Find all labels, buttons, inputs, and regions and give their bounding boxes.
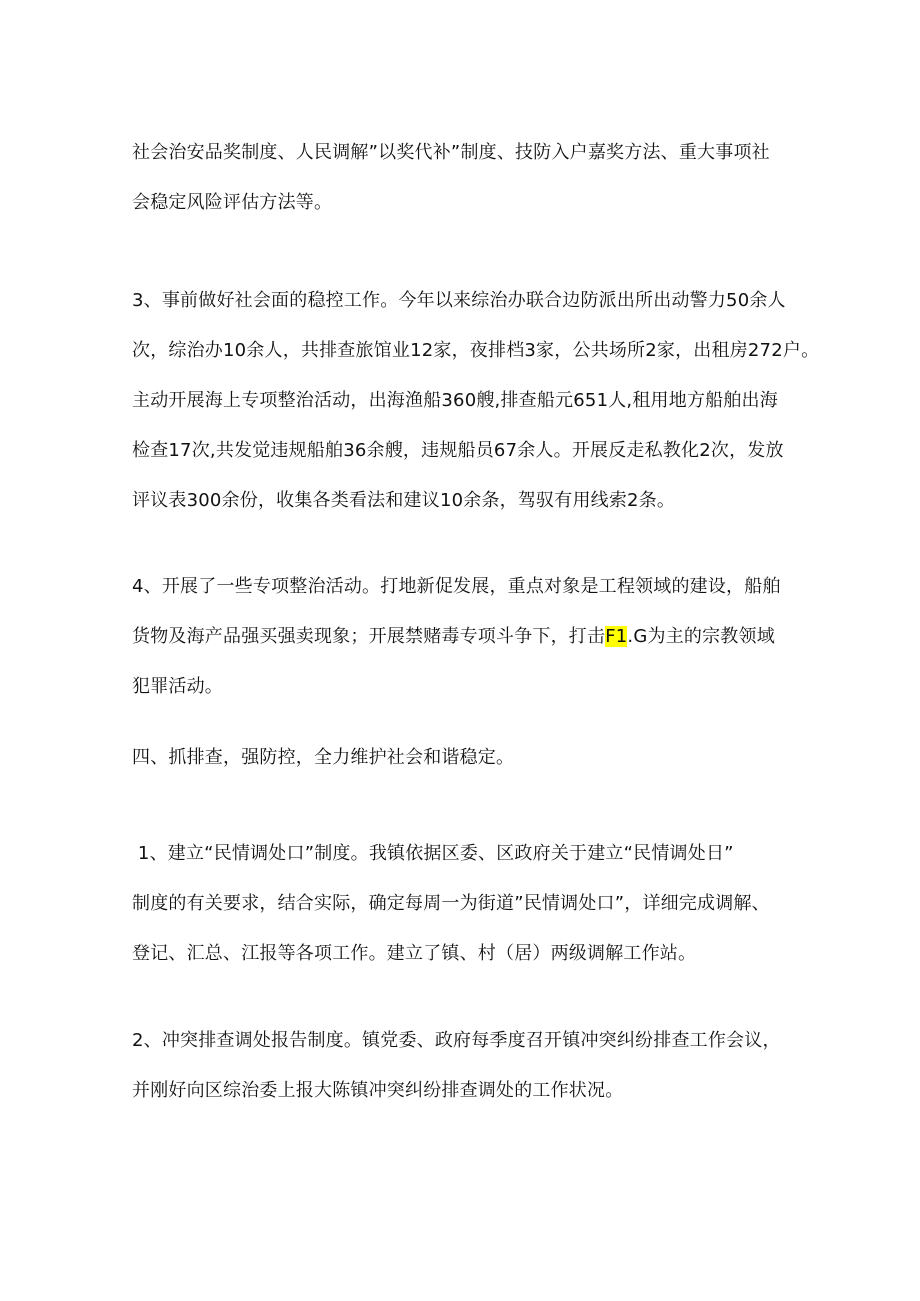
text-line-with-highlight: [132, 612, 804, 662]
text-line: 2、冲突排查调处报告制度。镇党委、政府每季度召开镇冲突纠纷排查工作会议，: [132, 1030, 781, 1051]
text-segment: 货物及海产品强买强卖现象；开展禁赌毒专项斗争下，打击: [132, 626, 606, 647]
section-heading-four: [132, 733, 804, 783]
text-line: 3、事前做好社会面的稳控工作。今年以来综治办联合边防派出所出动警力50余人: [132, 290, 786, 311]
text-segment: 为主的宗教领域: [647, 626, 775, 647]
highlighted-text: F1: [605, 626, 628, 647]
paragraph-conflict-reporting: [132, 1016, 804, 1116]
text-line: 四、抓排查，强防控，全力维护社会和谐稳定。: [132, 747, 515, 768]
paragraph-mediation-day: [132, 829, 804, 979]
text-line: 1、建立“民情调处口”制度。我镇依据区委、区政府关于建立“民情调处日”: [132, 843, 734, 864]
text-line: 并刚好向区综治委上报大陈镇冲突纠纷排查调处的工作状况。: [132, 1080, 624, 1101]
text-line: 次，综治办10余人，共排查旅馆业12家，夜排档3家，公共场所2家，出租房272户。: [132, 340, 820, 361]
text-segment: .G: [627, 626, 648, 647]
text-line: 4、开展了一些专项整治活动。打地新促发展，重点对象是工程领域的建设，船舶: [132, 576, 781, 597]
text-line: 登记、汇总、江报等各项工作。建立了镇、村（居）两级调解工作站。: [132, 943, 697, 964]
paragraph-special-rectification: [132, 562, 804, 712]
text-line: 会稳定风险评估方法等。: [132, 192, 333, 213]
text-line: 检查17次,共发觉违规船舶36余艘，违规船员67余人。开展反走私教化2次，发放: [132, 440, 784, 461]
text-line: 社会治安品奖制度、人民调解”以奖代补”制度、技防入户嘉奖方法、重大事项社: [132, 142, 770, 163]
text-line: 制度的有关要求，结合实际，确定每周一为街道”民情调处口”，详细完成调解、: [132, 893, 770, 914]
text-line: 评议表300余份，收集各类看法和建议10余条，驾驭有用线索2条。: [132, 490, 676, 511]
paragraph-reward-systems: [132, 128, 804, 228]
paragraph-stability-control: [132, 276, 820, 526]
text-line: 主动开展海上专项整治活动，出海渔船360艘,排查船元651人,租用地方船舶出海: [132, 390, 778, 411]
text-line: 犯罪活动。: [132, 676, 223, 697]
